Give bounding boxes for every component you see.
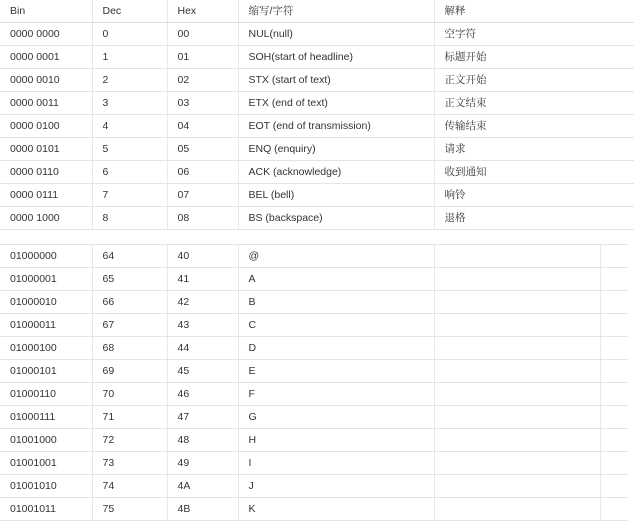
cell-empty (600, 314, 628, 337)
cell-char: @ (238, 245, 434, 268)
table-row (0, 498, 628, 521)
cell-empty (600, 337, 628, 360)
cell-bin: 01000011 (0, 314, 92, 337)
table-row (0, 245, 628, 268)
cell-desc: 正文开始 (434, 69, 634, 92)
cell-empty (600, 498, 628, 521)
table-row (0, 115, 634, 138)
cell-dec: 75 (92, 498, 167, 521)
ascii-letter-table (0, 244, 628, 521)
cell-dec: 4 (92, 115, 167, 138)
cell-dec: 2 (92, 69, 167, 92)
cell-bin: 0000 0100 (0, 115, 92, 138)
cell-dec: 65 (92, 268, 167, 291)
table-row (0, 23, 634, 46)
cell-abbr: SOH(start of headline) (238, 46, 434, 69)
cell-dec: 68 (92, 337, 167, 360)
cell-hex: 41 (167, 268, 238, 291)
cell-empty (434, 429, 600, 452)
table-row (0, 268, 628, 291)
cell-hex: 02 (167, 69, 238, 92)
cell-char: C (238, 314, 434, 337)
cell-abbr: STX (start of text) (238, 69, 434, 92)
cell-hex: 06 (167, 161, 238, 184)
cell-empty (600, 429, 628, 452)
cell-hex: 05 (167, 138, 238, 161)
cell-desc: 收到通知 (434, 161, 634, 184)
table-row (0, 475, 628, 498)
cell-abbr: ETX (end of text) (238, 92, 434, 115)
table-row (0, 92, 634, 115)
cell-dec: 7 (92, 184, 167, 207)
table-row (0, 138, 634, 161)
cell-dec: 67 (92, 314, 167, 337)
table-row (0, 360, 628, 383)
cell-empty (434, 452, 600, 475)
cell-desc: 正文结束 (434, 92, 634, 115)
cell-bin: 0000 0011 (0, 92, 92, 115)
header-hex: Hex (167, 0, 238, 23)
cell-bin: 01000100 (0, 337, 92, 360)
cell-bin: 01000001 (0, 268, 92, 291)
cell-bin: 01001011 (0, 498, 92, 521)
cell-empty (434, 360, 600, 383)
cell-dec: 0 (92, 23, 167, 46)
table-row (0, 207, 634, 230)
cell-char: J (238, 475, 434, 498)
cell-abbr: ENQ (enquiry) (238, 138, 434, 161)
table-row (0, 69, 634, 92)
table-row (0, 337, 628, 360)
cell-dec: 3 (92, 92, 167, 115)
cell-bin: 0000 1000 (0, 207, 92, 230)
cell-bin: 01001010 (0, 475, 92, 498)
cell-bin: 0000 0110 (0, 161, 92, 184)
cell-empty (600, 406, 628, 429)
cell-bin: 0000 0001 (0, 46, 92, 69)
cell-desc: 传输结束 (434, 115, 634, 138)
cell-empty (434, 337, 600, 360)
cell-dec: 72 (92, 429, 167, 452)
table-row (0, 291, 628, 314)
cell-desc: 标题开始 (434, 46, 634, 69)
cell-char: K (238, 498, 434, 521)
cell-empty (434, 268, 600, 291)
cell-abbr: BS (backspace) (238, 207, 434, 230)
cell-bin: 01000110 (0, 383, 92, 406)
cell-char: H (238, 429, 434, 452)
cell-dec: 69 (92, 360, 167, 383)
cell-dec: 6 (92, 161, 167, 184)
cell-char: B (238, 291, 434, 314)
header-dec: Dec (92, 0, 167, 23)
cell-empty (434, 291, 600, 314)
cell-char: D (238, 337, 434, 360)
cell-hex: 08 (167, 207, 238, 230)
cell-empty (600, 383, 628, 406)
cell-bin: 0000 0111 (0, 184, 92, 207)
ascii-control-table (0, 0, 634, 230)
cell-bin: 0000 0101 (0, 138, 92, 161)
cell-hex: 45 (167, 360, 238, 383)
cell-hex: 03 (167, 92, 238, 115)
cell-empty (600, 268, 628, 291)
cell-empty (434, 245, 600, 268)
cell-hex: 40 (167, 245, 238, 268)
cell-char: I (238, 452, 434, 475)
cell-hex: 47 (167, 406, 238, 429)
cell-abbr: NUL(null) (238, 23, 434, 46)
cell-empty (600, 360, 628, 383)
cell-dec: 5 (92, 138, 167, 161)
cell-char: F (238, 383, 434, 406)
cell-dec: 71 (92, 406, 167, 429)
cell-empty (434, 406, 600, 429)
cell-hex: 48 (167, 429, 238, 452)
cell-hex: 4B (167, 498, 238, 521)
cell-empty (434, 475, 600, 498)
cell-dec: 8 (92, 207, 167, 230)
cell-desc: 退格 (434, 207, 634, 230)
cell-empty (600, 452, 628, 475)
cell-hex: 07 (167, 184, 238, 207)
table-row (0, 184, 634, 207)
cell-dec: 66 (92, 291, 167, 314)
cell-bin: 01000000 (0, 245, 92, 268)
cell-dec: 70 (92, 383, 167, 406)
cell-bin: 01000111 (0, 406, 92, 429)
cell-hex: 04 (167, 115, 238, 138)
cell-hex: 01 (167, 46, 238, 69)
cell-hex: 4A (167, 475, 238, 498)
cell-char: G (238, 406, 434, 429)
table-row (0, 406, 628, 429)
cell-hex: 43 (167, 314, 238, 337)
cell-dec: 1 (92, 46, 167, 69)
table-row (0, 161, 634, 184)
table-row (0, 383, 628, 406)
cell-bin: 01000010 (0, 291, 92, 314)
cell-bin: 01000101 (0, 360, 92, 383)
table-row (0, 314, 628, 337)
cell-hex: 49 (167, 452, 238, 475)
cell-empty (434, 498, 600, 521)
table-row (0, 46, 634, 69)
cell-dec: 64 (92, 245, 167, 268)
header-bin: Bin (0, 0, 92, 23)
cell-hex: 46 (167, 383, 238, 406)
table-row (0, 452, 628, 475)
cell-desc: 响铃 (434, 184, 634, 207)
cell-hex: 42 (167, 291, 238, 314)
table-row (0, 429, 628, 452)
cell-hex: 00 (167, 23, 238, 46)
cell-bin: 0000 0010 (0, 69, 92, 92)
cell-bin: 01001000 (0, 429, 92, 452)
cell-hex: 44 (167, 337, 238, 360)
cell-char: A (238, 268, 434, 291)
header-abbr: 缩写/字符 (238, 0, 434, 23)
cell-abbr: BEL (bell) (238, 184, 434, 207)
cell-empty (600, 245, 628, 268)
cell-abbr: EOT (end of transmission) (238, 115, 434, 138)
table-header-row (0, 0, 634, 23)
cell-empty (600, 475, 628, 498)
cell-empty (600, 291, 628, 314)
cell-dec: 73 (92, 452, 167, 475)
cell-empty (434, 314, 600, 337)
cell-empty (434, 383, 600, 406)
cell-bin: 01001001 (0, 452, 92, 475)
cell-char: E (238, 360, 434, 383)
header-desc: 解释 (434, 0, 634, 23)
cell-abbr: ACK (acknowledge) (238, 161, 434, 184)
cell-dec: 74 (92, 475, 167, 498)
cell-desc: 请求 (434, 138, 634, 161)
cell-bin: 0000 0000 (0, 23, 92, 46)
cell-desc: 空字符 (434, 23, 634, 46)
table-gap (0, 230, 634, 244)
